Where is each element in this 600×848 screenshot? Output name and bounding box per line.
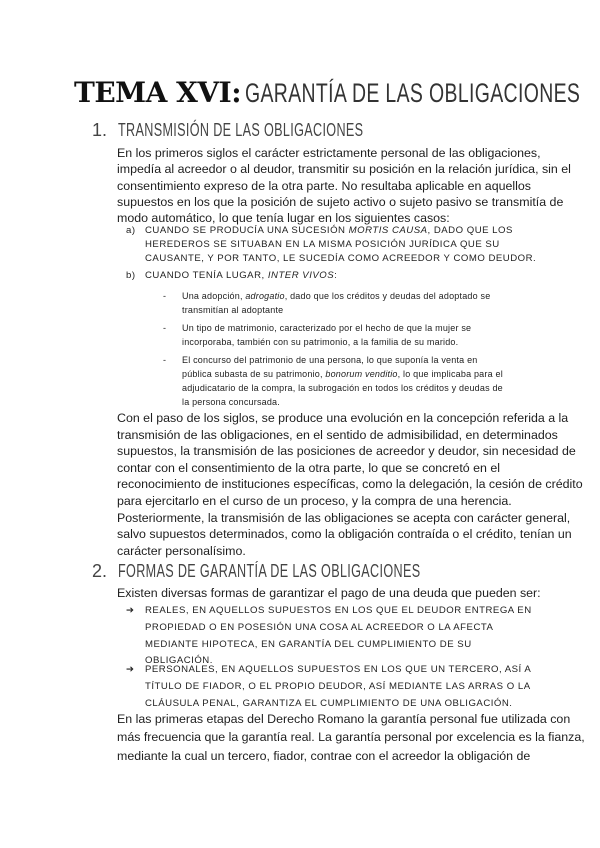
text-line: El concurso del patrimonio de una persona, lo que suponía la venta en bbox=[182, 355, 478, 365]
text: Una adopción, bbox=[182, 291, 246, 301]
text-line: consentimiento expreso de la otra parte. No resultaba aplicable en aquellos bbox=[117, 178, 531, 193]
text-line: Un tipo de matrimonio, caracterizado por el hecho de que la mujer se bbox=[182, 323, 472, 333]
italic-term: INTER VIVOS bbox=[267, 270, 335, 281]
text-line: OBLIGACIÓN. bbox=[145, 655, 213, 667]
text-line: PROPIEDAD O EN POSESIÓN UNA COSA AL ACREEDOR O LA AFECTA bbox=[145, 621, 494, 633]
title-light: GARANTÍA DE LAS OBLIGACIONES bbox=[245, 78, 581, 108]
text: , DADO QUE LOS bbox=[427, 225, 513, 236]
title-bold: TEMA XVI: bbox=[74, 76, 242, 109]
text-line: REALES, EN AQUELLOS SUPUESTOS EN LOS QUE EL DEUDOR ENTREGA EN bbox=[145, 605, 532, 616]
text-line: más frecuencia que la garantía real. La garantía personal por excelencia es la fianza, bbox=[117, 730, 585, 745]
text-line: CLÁUSULA PENAL, GARANTIZA EL CUMPLIMIENTO DE UNA OBLIGACIÓN. bbox=[145, 697, 513, 709]
text-line: reconocimiento de instituciones específicas, como la delegación, la cesión de crédito bbox=[117, 477, 583, 492]
section-number: 2. bbox=[92, 561, 108, 581]
text: , lo que implicaba para el bbox=[397, 369, 503, 379]
case-a bbox=[126, 224, 537, 266]
text-line: En los primeros siglos el carácter estrictamente personal de las obligaciones, bbox=[117, 146, 541, 160]
sub-item-matrimonio bbox=[163, 321, 472, 349]
text-line: salvo supuestos determinados, como la obligación contraída o el crédito, tenían un bbox=[117, 527, 572, 542]
page-title bbox=[74, 76, 600, 109]
list-marker: a) bbox=[126, 225, 136, 236]
section-title: TRANSMISIÓN DE LAS OBLIGACIONES bbox=[118, 120, 364, 140]
text-line: TÍTULO DE FIADOR, O EL PROPIO DEUDOR, ASÍ MEDIANTE LAS ARRAS O LA bbox=[145, 680, 531, 692]
text-line: MEDIANTE HIPOTECA, EN GARANTÍA DEL CUMPLIMIENTO DE SU bbox=[145, 638, 472, 650]
italic-term: bonorum venditio bbox=[325, 369, 398, 379]
arrow-icon: ➔ bbox=[126, 664, 135, 675]
sub-item-adopcion bbox=[163, 289, 491, 317]
italic-term: adrogatio bbox=[245, 291, 285, 301]
text: : bbox=[334, 270, 338, 281]
item-reales bbox=[126, 603, 532, 670]
text-line: transmitían al adoptante bbox=[182, 305, 284, 315]
section-title: FORMAS DE GARANTÍA DE LAS OBLIGACIONES bbox=[118, 561, 421, 581]
section-heading-1 bbox=[92, 120, 469, 141]
text-line: para ejercitarlo en el curso de un proceso, y la compra de una herencia. bbox=[117, 493, 512, 508]
paragraph-intro bbox=[117, 145, 571, 226]
text-line: contar con el consentimiento de la otra parte, lo que se concretó en el bbox=[117, 460, 500, 475]
text-line: supuestos, la transmisión de las posiciones de acreedor y deudor, sin necesidad de bbox=[117, 444, 576, 459]
paragraph-formas-intro bbox=[117, 585, 557, 601]
case-b bbox=[126, 269, 338, 283]
section-heading-2 bbox=[92, 561, 550, 582]
arrow-icon: ➔ bbox=[126, 605, 135, 616]
text-line: supuestos en los que la posición de sujeto activo o sujeto pasivo se transmitía de bbox=[117, 194, 564, 209]
text-line: carácter personalísimo. bbox=[117, 543, 246, 558]
text-line: transmisión de las obligaciones, en el sentido de admisibilidad, en determinados bbox=[117, 427, 558, 442]
paragraph-derecho-romano bbox=[117, 710, 585, 765]
dash-bullet: - bbox=[163, 355, 167, 365]
text-line: la persona concursada. bbox=[182, 397, 280, 407]
paragraph-evolucion bbox=[117, 410, 583, 559]
text-line: CAUSANTE, Y POR TANTO, LE SUCEDÍA COMO ACREEDOR Y COMO DEUDOR. bbox=[145, 253, 537, 264]
item-personales bbox=[126, 662, 532, 712]
text-line: adjudicatario de la compra, la subrogación en todos los créditos y deudas de bbox=[182, 383, 503, 393]
text-line: Posteriormente, la transmisión de las obligaciones se acepta con carácter general, bbox=[117, 510, 571, 525]
text-line: PERSONALES, EN AQUELLOS SUPUESTOS EN LOS QUE UN TERCERO, ASÍ A bbox=[145, 664, 532, 675]
text-line: Con el paso de los siglos, se produce una evolución en la concepción referida a la bbox=[117, 411, 569, 425]
text-line: En las primeras etapas del Derecho Romano la garantía personal fue utilizada con bbox=[117, 712, 571, 726]
text-line: HEREDEROS SE SITUABAN EN LA MISMA POSICIÓN JURÍDICA QUE SU bbox=[145, 239, 500, 250]
text: CUANDO TENÍA LUGAR, bbox=[145, 270, 268, 281]
text-line: Existen diversas formas de garantizar el pago de una deuda que pueden ser: bbox=[117, 586, 541, 600]
dash-bullet: - bbox=[163, 323, 167, 333]
italic-term: MORTIS CAUSA bbox=[348, 225, 428, 236]
list-marker: b) bbox=[126, 270, 136, 281]
text-line: mediante la cual un tercero, fiador, contrae con el acreedor la obligación de bbox=[117, 748, 531, 763]
dash-bullet: - bbox=[163, 291, 167, 301]
text: , dado que los créditos y deudas del adoptado se bbox=[284, 291, 491, 301]
text-line: impedía al acreedor o al deudor, transmitir su posición en la relación jurídica, sin el bbox=[117, 162, 571, 177]
text: CUANDO SE PRODUCÍA UNA SUCESIÓN bbox=[145, 225, 349, 236]
sub-item-concurso bbox=[163, 353, 503, 409]
text: pública subasta de su patrimonio, bbox=[182, 369, 326, 379]
text-line: incorporaba, también con su patrimonio, a la familia de su marido. bbox=[182, 337, 459, 347]
text-line: modo automático, lo que tenía lugar en los siguientes casos: bbox=[117, 211, 450, 226]
section-number: 1. bbox=[92, 120, 108, 140]
